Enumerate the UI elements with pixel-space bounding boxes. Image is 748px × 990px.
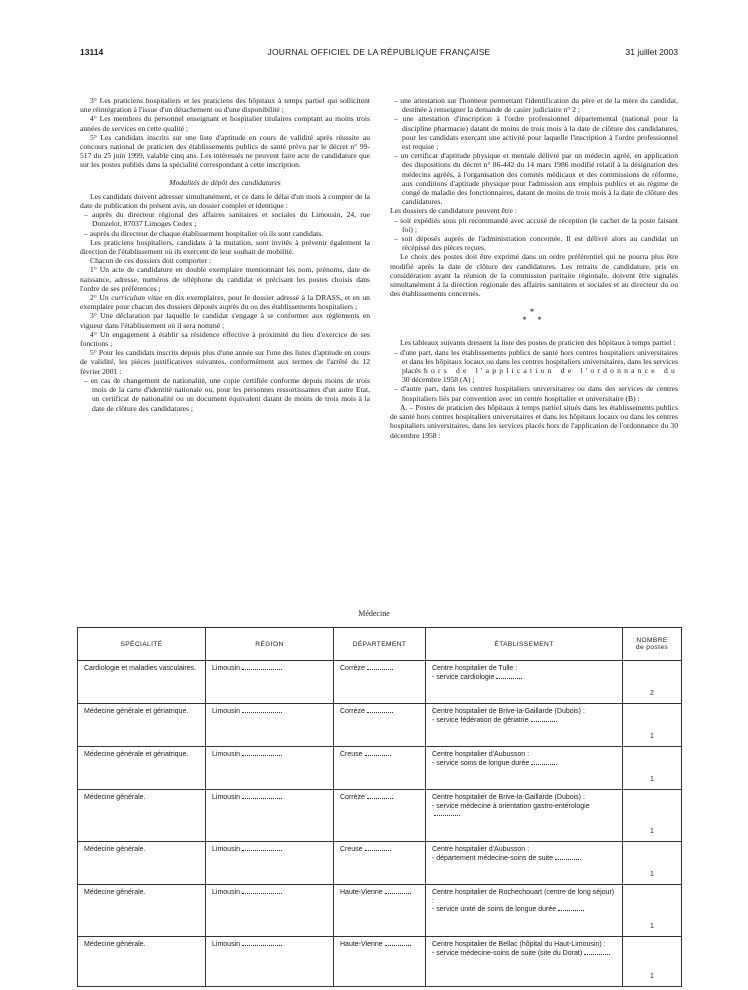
- page-header: [80, 47, 678, 61]
- cell-etablissement: [426, 704, 623, 747]
- dot-leader: [558, 910, 584, 911]
- etablissement-name: Centre hospitalier d'Aubusson :: [432, 751, 530, 758]
- cell-specialite: [78, 885, 206, 937]
- dot-leader: [242, 945, 282, 946]
- cell-nombre: [623, 747, 682, 790]
- cell-departement: [334, 790, 426, 842]
- departement-text: Corrèze: [340, 794, 365, 801]
- dot-leader: [531, 764, 557, 765]
- specialite-text: Médecine générale et gériatrique.: [84, 708, 189, 715]
- region-text: Limousin: [212, 665, 241, 672]
- nombre-postes: 2: [650, 690, 654, 697]
- dot-leader: [531, 721, 557, 722]
- dot-leader: [584, 954, 610, 955]
- departement-text: Corrèze: [340, 708, 365, 715]
- section-subtitle: Modalités de dépôt des candidatures: [169, 177, 281, 187]
- etablissement-service: - service fédération de gériatrie: [432, 716, 529, 724]
- paragraph: 5° Pour les candidats inscrits depuis plus d'une année sur l'une des listes d'aptitude en cours de validité, les pièces justificatives suivantes, conformément aux termes de l'arrêté du 12 février 2001 :: [80, 348, 370, 376]
- cell-nombre: [623, 790, 682, 842]
- specialite-text: Médecine générale.: [84, 846, 146, 853]
- dot-leader: [242, 798, 282, 799]
- cell-departement: [334, 842, 426, 885]
- list-item: – une attestation sur l'honneur permettant l'identification du père et de la mère du candidat, destinée à renseigner la demande de casier judiciaire n° 2 ;: [394, 96, 678, 115]
- cell-specialite: [78, 704, 206, 747]
- nombre-postes: 1: [650, 828, 654, 835]
- specialite-text: Médecine générale et gériatrique.: [84, 751, 189, 758]
- etablissement-name: Centre hospitalier de Brive-la-Gaillarde (Dubois) :: [432, 708, 585, 715]
- left-column: [80, 96, 370, 413]
- list-item: – un certificat d'aptitude physique et mentale délivré par un médecin agréé, en application des dispositions du décret n° 86-442 du 14 mars 1986 modifié relatif à la désignation des médecins agréés, à l'organisation des comités médicaux et des commissions de réforme, aux conditions d'aptitude physique pour l'admission aux emplois publics et au régime de congé de maladie des fonctionnaires, datant de moins de trois mois à la date de clôture des candidatures.: [394, 151, 678, 207]
- cell-region: [206, 885, 334, 937]
- list-item: – en cas de changement de nationalité, une copie certifiée conforme depuis moins de trois mois de la carte d'identité nationale ou, pour les personnes ressortissantes d'un autre Etat, un certificat de nationalité ou un document équivalent datant de moins de trois mois à la date de clôture des candidatures ;: [84, 375, 370, 413]
- departement-text: Creuse: [340, 846, 363, 853]
- list-item-part: 30 décembre 1958 (A) ;: [402, 375, 475, 385]
- list-item: – auprès du directeur régional des affaires sanitaires et sociales du Limousin, 24, rue Donzelot, 87037 Limoges Cedex ;: [84, 210, 370, 229]
- etablissement-service: - service médecine-soins de suite (site du Dorat): [432, 949, 583, 957]
- paragraph: Les dossiers de candidature peuvent être :: [390, 206, 517, 216]
- cell-etablissement: [426, 747, 623, 790]
- publication-date: 31 juillet 2003: [625, 47, 678, 57]
- list-item: – auprès du directeur de chaque établissement hospitalier où ils sont candidats.: [84, 228, 324, 238]
- dot-leader: [367, 712, 393, 713]
- cell-specialite: [78, 747, 206, 790]
- cell-region: [206, 842, 334, 885]
- etablissement-service: - département médecine-soins de suite: [432, 854, 554, 862]
- paragraph: A. – Postes de praticien des hôpitaux à temps partiel situés dans les établissements publics de santé hors centres hospitaliers universitaires et dans les hôpitaux locaux ou dans les centres hospitaliers universitaires, dans les services placés hors de l'application de l'ordonnance du 30 décembre 1958 :: [390, 402, 678, 440]
- paragraph: 5° Les candidats inscrits sur une liste d'aptitude en cours de validité après réussite au concours national de praticien des établissements publics de santé prévu par le décret n° 99-517 du 25 juin 1999, valable cinq ans. Les intéressés ne peuvent faire acte de candidature que sur les postes publiés dans la spécialité correspondant à cette inscription.: [80, 132, 370, 170]
- column-header-nombre-line2: de postes: [635, 644, 669, 651]
- column-header-nombre: [623, 628, 682, 661]
- specialite-text: Médecine générale.: [84, 889, 146, 896]
- paragraph: 3° Les praticiens hospitaliers et les praticiens des hôpitaux à temps partiel qui sollicitent une réintégration à l'issue d'un détachement ou d'une disponibilité ;: [80, 96, 370, 115]
- list-item: [390, 348, 678, 385]
- etablissement-service: - service unité de soins de longue durée: [432, 906, 557, 914]
- column-header-region: RÉGION: [206, 628, 334, 661]
- etablissement-name: Centre hospitalier de Tulle :: [432, 665, 518, 672]
- dot-leader: [242, 669, 282, 670]
- table-header-row: [78, 628, 682, 661]
- etablissement-name: Centre hospitalier de Rochechouart (centre de long séjour) :: [432, 889, 615, 905]
- cell-specialite: [78, 661, 206, 704]
- etablissement-name: Centre hospitalier de Bellac (hôpital du Haut-Limousin) :: [432, 941, 606, 948]
- nombre-postes: 1: [650, 871, 654, 878]
- cell-specialite: [78, 937, 206, 987]
- cell-departement: [334, 661, 426, 704]
- dot-leader: [242, 755, 282, 756]
- region-text: Limousin: [212, 794, 241, 801]
- right-column: [390, 96, 678, 440]
- departement-text: Creuse: [340, 751, 363, 758]
- table-row: [78, 937, 682, 987]
- etablissement-service: - service soins de longue durée: [432, 759, 530, 767]
- dot-leader: [367, 669, 393, 670]
- cell-etablissement: [426, 885, 623, 937]
- list-item: – d'autre part, dans les centres hospitaliers universitaires ou dans des services de centres hospitaliers liés par convention avec un centre hospitalier et universitaire (B) :: [394, 384, 678, 403]
- dot-leader: [365, 850, 391, 851]
- cell-departement: [334, 937, 426, 987]
- etablissement-name: Centre hospitalier de Brive-la-Gaillarde (Dubois) :: [432, 794, 585, 801]
- specialite-text: Médecine générale.: [84, 941, 146, 948]
- dot-leader: [367, 798, 393, 799]
- departement-text: Corrèze: [340, 665, 365, 672]
- table-row: [78, 842, 682, 885]
- posts-table: [77, 627, 682, 987]
- cell-region: [206, 937, 334, 987]
- dot-leader: [385, 945, 411, 946]
- list-item: – soit déposés auprès de l'administration concernée. Il est délivré alors au candidat un récépissé des pièces reçues.: [394, 234, 678, 253]
- section-separator: * * *: [522, 307, 546, 326]
- italic-term: curriculum vitae: [111, 293, 163, 303]
- paragraph: Les candidats doivent adresser simultanément, et ce dans le délai d'un mois à compter de la date de publication du présent avis, un dossier complet et identique :: [80, 191, 370, 211]
- cell-etablissement: [426, 790, 623, 842]
- cell-etablissement: [426, 661, 623, 704]
- cell-region: [206, 661, 334, 704]
- cell-nombre: [623, 704, 682, 747]
- dot-leader: [434, 815, 460, 816]
- list-item: – une attestation d'inscription à l'ordre professionnel départemental (national pour la discipline pharmacie) datant de moins de trois mois à la date de clôture des candidatures, pour les candidats exerçant une activité pour laquelle l'inscription à l'ordre professionnel est requise ;: [394, 114, 678, 152]
- cell-nombre: [623, 661, 682, 704]
- paragraph: 4° Un engagement à établir sa résidence effective à proximité du lieu d'exercice de ses fonctions ;: [80, 329, 370, 349]
- dot-leader: [365, 755, 391, 756]
- cell-nombre: [623, 885, 682, 937]
- nombre-postes: 1: [650, 733, 654, 740]
- table-row: [78, 661, 682, 704]
- paragraph: 3° Une déclaration par laquelle le candidat s'engage à se conformer aux règlements en vigueur dans l'établissement où il sera nommé ;: [80, 311, 370, 330]
- cell-specialite: [78, 790, 206, 842]
- cell-departement: [334, 747, 426, 790]
- region-text: Limousin: [212, 941, 241, 948]
- specialite-text: Médecine générale.: [84, 794, 146, 801]
- table-row: [78, 704, 682, 747]
- etablissement-service: - service cardiologie: [432, 673, 495, 681]
- column-header-specialite: SPÉCIALITÉ: [78, 628, 206, 661]
- paragraph: [80, 293, 370, 311]
- column-header-nombre-line1: NOMBRE: [636, 637, 668, 644]
- cell-region: [206, 704, 334, 747]
- spaced-text: hors de l'application de l'ordonnance du: [423, 366, 678, 376]
- cell-departement: [334, 704, 426, 747]
- nombre-postes: 1: [650, 776, 654, 783]
- cell-nombre: [623, 937, 682, 987]
- paragraph-part: 2° Un: [90, 293, 112, 303]
- column-header-etablissement: ÉTABLISSEMENT: [426, 628, 623, 661]
- paragraph: Les praticiens hospitaliers, candidats à la mutation, sont invités à prévenir également la direction de l'établissement où ils exercent de leur souhait de mobilité.: [80, 237, 370, 257]
- table-row: [78, 885, 682, 937]
- region-text: Limousin: [212, 708, 241, 715]
- paragraph: 4° Les membres du personnel enseignant et hospitalier titulaires comptant au moins trois années de services en cette qualité ;: [80, 114, 370, 133]
- paragraph: Les tableaux suivants dressent la liste des postes de praticien des hôpitaux à temps partiel :: [400, 338, 676, 348]
- table-row: [78, 747, 682, 790]
- page-number: 13114: [80, 47, 104, 57]
- dot-leader: [242, 893, 282, 894]
- cell-departement: [334, 885, 426, 937]
- column-header-departement: DÉPARTEMENT: [334, 628, 426, 661]
- cell-region: [206, 747, 334, 790]
- dot-leader: [242, 850, 282, 851]
- nombre-postes: 1: [650, 973, 654, 980]
- departement-text: Haute-Vienne: [340, 889, 383, 896]
- region-text: Limousin: [212, 889, 241, 896]
- cell-specialite: [78, 842, 206, 885]
- cell-etablissement: [426, 842, 623, 885]
- etablissement-service: - service médecine à orientation gastro-entérologie: [432, 802, 590, 810]
- region-text: Limousin: [212, 751, 241, 758]
- list-item-part: – d'une part, dans les établissements publics de santé hors centres hospitaliers universitaires et dans les hôpitaux locaux ou dans les centres hospitaliers universitaires, dans les services placés: [394, 347, 678, 376]
- paragraph: 1° Un acte de candidature en double exemplaire mentionnant les nom, prénoms, date de naissance, adresse, numéros de téléphone du candidat et précisant les postes choisis dans l'ordre de ses préférences ;: [80, 265, 370, 293]
- etablissement-name: Centre hospitalier d'Aubusson :: [432, 846, 530, 853]
- departement-text: Haute-Vienne: [340, 941, 383, 948]
- cell-etablissement: [426, 937, 623, 987]
- list-item: – soit expédiés sous pli recommandé avec accusé de réception (le cachet de la poste faisant foi) ;: [394, 215, 678, 234]
- cell-nombre: [623, 842, 682, 885]
- region-text: Limousin: [212, 846, 241, 853]
- cell-region: [206, 790, 334, 842]
- section-title: Médecine: [358, 609, 390, 618]
- paragraph-part: en dix exemplaires, pour le dossier adressé à la DRASS, et en un exemplaire pour chacun des dossiers déposés auprès du ou des établissements hospitaliers ;: [80, 293, 370, 312]
- nombre-postes: 1: [650, 923, 654, 930]
- dot-leader: [496, 678, 522, 679]
- paragraph: Le choix des postes doit être exprimé dans un ordre préférentiel qui ne pourra plus être modifié après la date de clôture des candidatures. Les retraits de candidature, pris en considération avant la réunion de la commission paritaire régionale, doivent être signalés simultanément à la direction régionale des affaires sanitaires et sociales et au directeur du ou des établissements concernés.: [390, 252, 678, 299]
- journal-title: JOURNAL OFFICIEL DE LA RÉPUBLIQUE FRANÇAISE: [267, 47, 491, 57]
- dot-leader: [555, 859, 581, 860]
- dot-leader: [242, 712, 282, 713]
- specialite-text: Cardiologie et maladies vasculaires.: [84, 665, 197, 672]
- dot-leader: [385, 893, 411, 894]
- paragraph: Chacun de ces dossiers doit comporter :: [90, 256, 212, 266]
- table-row: [78, 790, 682, 842]
